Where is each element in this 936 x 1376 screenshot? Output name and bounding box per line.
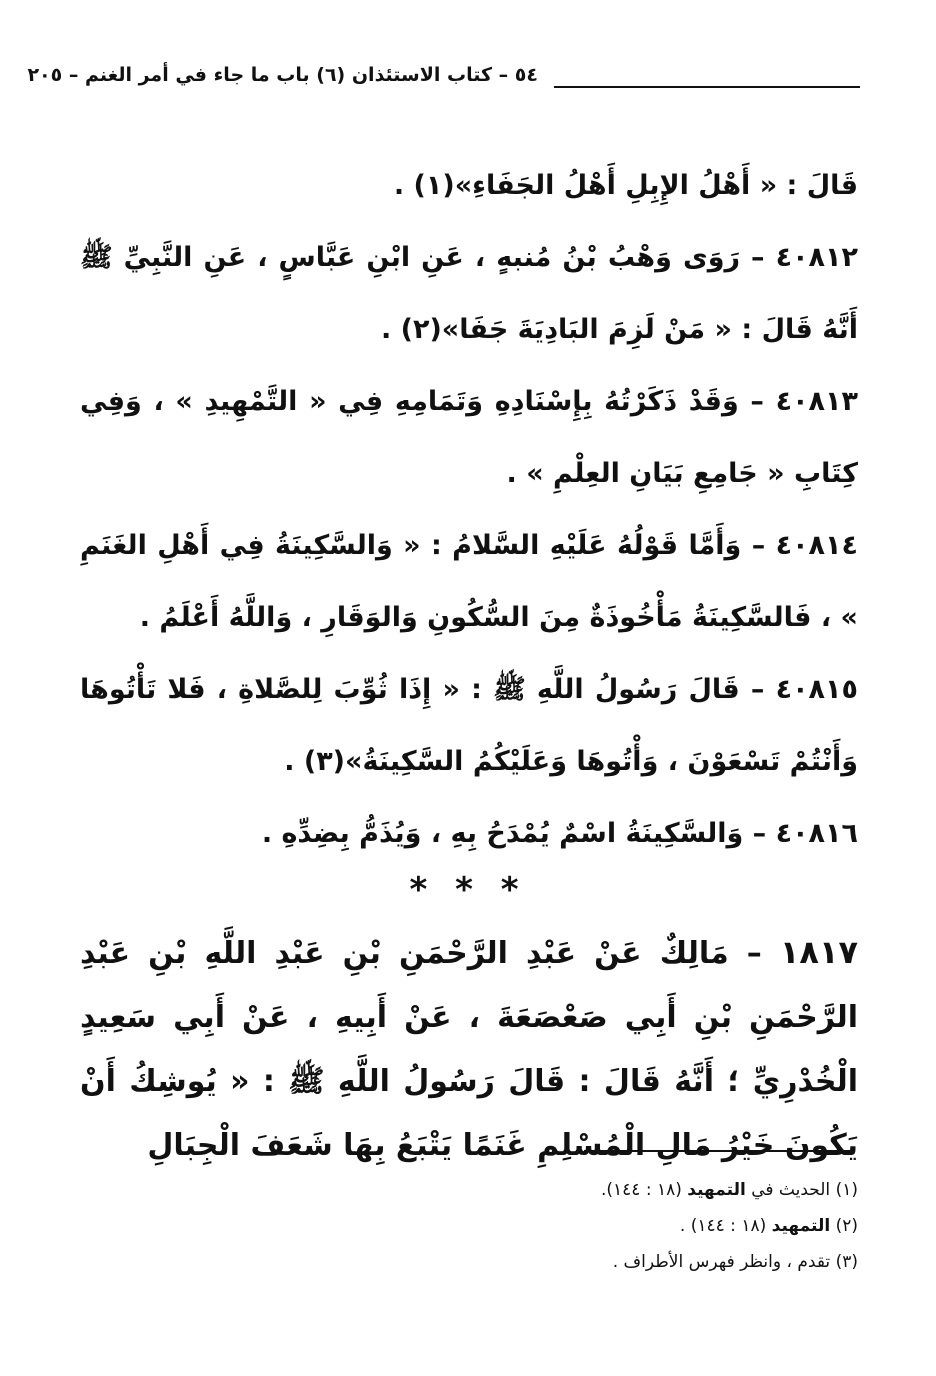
footnotes (80, 1172, 858, 1280)
hadith-block (80, 920, 858, 1178)
paragraph-40816: ٤٠٨١٦ – وَالسَّكِينَةُ اسْمٌ يُمْدَحُ بِهِ ، وَيُذَمُّ بِضِدِّهِ . (261, 818, 858, 849)
footnote-marker: (٢) (835, 1216, 858, 1236)
commentary-block (80, 150, 858, 870)
footnote-marker: (٣) (835, 1252, 858, 1272)
paragraph-40813: ٤٠٨١٣ – وَقَدْ ذَكَرْتُهُ بِإِسْنَادِهِ وَتَمَامِهِ فِي « التَّمْهِيدِ » ، وَفِي كِتَابِ « جَامِعِ بَيَانِ العِلْمِ » . (80, 386, 858, 489)
footnote-text: الحديث في (751, 1180, 831, 1200)
paragraph-40815: ٤٠٨١٥ – قَالَ رَسُولُ اللَّهِ ﷺ : « إِذَا ثُوِّبَ لِلصَّلاةِ ، فَلا تَأْتُوهَا وَأَنْتُمْ تَسْعَوْنَ ، وَأْتُوهَا وَعَلَيْكُمُ السَّكِينَةُ»(٣) . (80, 674, 858, 777)
footnote-source: التمهيد (771, 1216, 831, 1236)
header-title: ٥٤ – كتاب الاستئذان (٦) باب ما جاء في أمر الغنم – ٢٠٥ (27, 64, 538, 86)
section-separator: * * * (409, 870, 527, 910)
hadith-number: ١٨١٧ (779, 933, 858, 971)
footnote-text: تقدم ، وانظر فهرس الأطراف . (612, 1252, 831, 1272)
footnote-ref: (١٨ : ١٤٤) . (679, 1216, 767, 1236)
paragraph-40814: ٤٠٨١٤ – وَأَمَّا قَوْلُهُ عَلَيْهِ السَّلامُ : « وَالسَّكِينَةُ فِي أَهْلِ الغَنَمِ » ، فَالسَّكِينَةُ مَأْخُوذَةٌ مِنَ السُّكُونِ وَالوَقَارِ ، وَاللَّهُ أَعْلَمُ . (80, 530, 858, 633)
footnote-1 (80, 1172, 858, 1208)
footnote-ref: (١٨ : ١٤٤). (600, 1180, 682, 1200)
footnote-rule (584, 1150, 854, 1152)
footnote-marker: (١) (835, 1180, 858, 1200)
hadith-text: – مَالِكٌ عَنْ عَبْدِ الرَّحْمَنِ بْنِ عَبْدِ اللَّهِ بْنِ عَبْدِ الرَّحْمَنِ بْنِ أَبِي صَعْصَعَةَ ، عَنْ أَبِيهِ ، عَنْ أَبِي سَعِيدٍ الْخُدْرِيِّ ؛ أَنَّهُ قَالَ : قَالَ رَسُولُ اللَّهِ ﷺ : « يُوشِكُ أَنْ يَكُونَ خَيْرُ مَالِ الْمُسْلِمِ غَنَمًا يَتْبَعُ بِهَا شَعَفَ الْجِبَالِ (80, 936, 858, 1163)
header-rule (554, 86, 860, 88)
footnote-2 (80, 1208, 858, 1244)
paragraph-40812: ٤٠٨١٢ – رَوَى وَهْبُ بْنُ مُنبهٍ ، عَنِ ابْنِ عَبَّاسٍ ، عَنِ النَّبِيِّ ﷺ أَنَّهُ قَالَ : « مَنْ لَزِمَ البَادِيَةَ جَفَا»(٢) . (80, 242, 858, 345)
paragraph-1: قَالَ : « أَهْلُ الإِبِلِ أَهْلُ الجَفَاءِ»(١) . (393, 170, 858, 201)
running-header (27, 58, 860, 102)
footnote-3 (80, 1244, 858, 1280)
footnote-source: التمهيد (687, 1180, 746, 1200)
